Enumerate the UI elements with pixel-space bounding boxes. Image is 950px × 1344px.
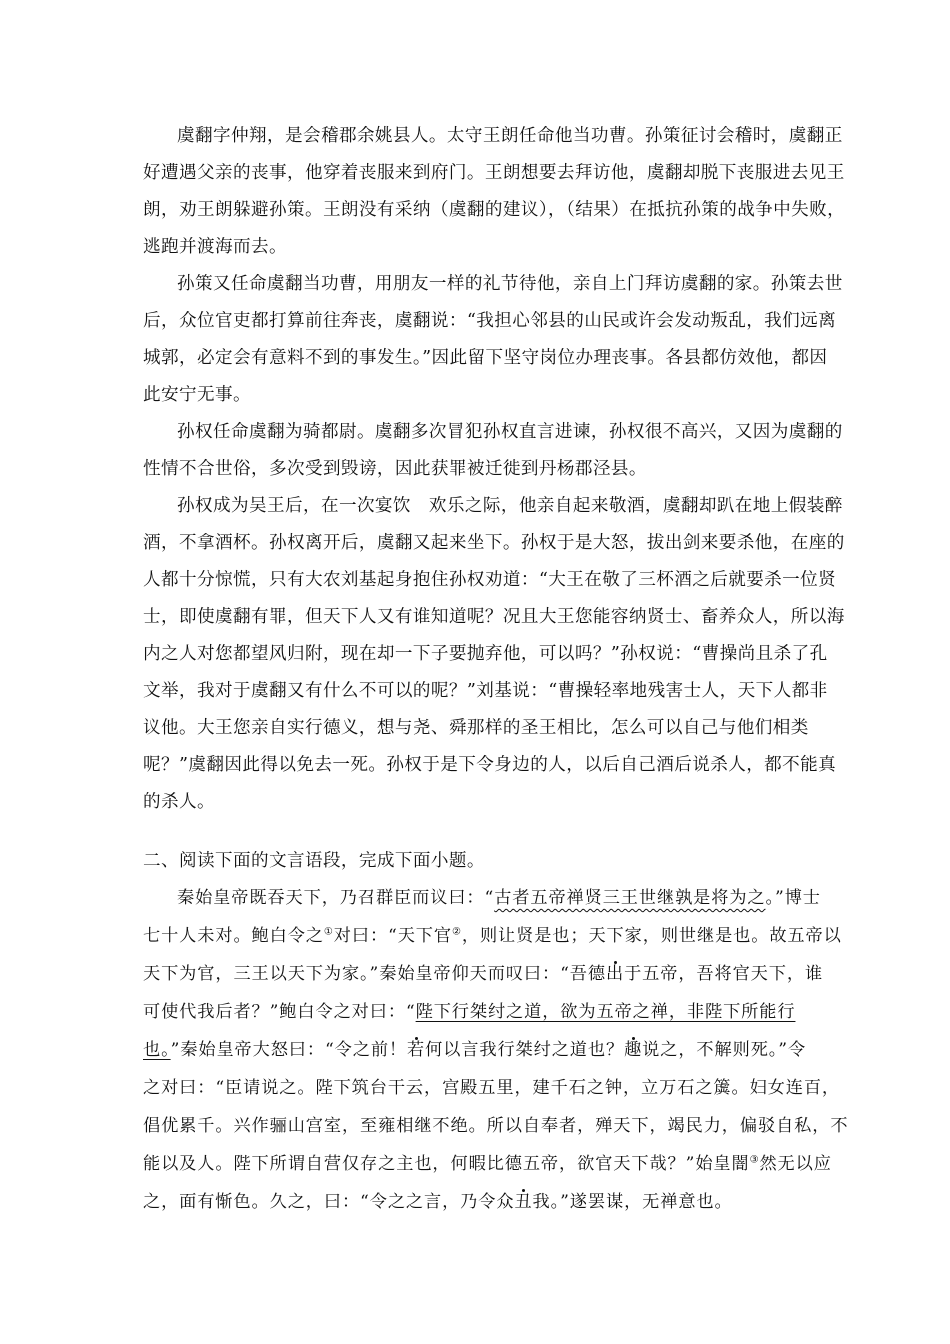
passage-text: 说之，不解则死。”令 <box>642 1040 807 1060</box>
passage-text: 七十人未对。鲍白令之 <box>143 926 324 946</box>
footnote-marker: ② <box>451 926 462 938</box>
dotted-character: 出 <box>605 964 625 984</box>
underlined-sentence: 陛下行桀纣之道，欲为五帝之禅，非陛下所能行 <box>415 1002 796 1022</box>
translation-line: 朗，劝王朗躲避孙策。王朗没有采纳（虞翻的建议），（结果）在抵抗孙策的战争中失败， <box>143 200 846 220</box>
passage-text: 我。”遂罢谋，无禅意也。 <box>532 1192 733 1212</box>
translation-line: 逃跑并渡海而去。 <box>143 237 287 257</box>
translation-line: 孙权任命虞翻为骑都尉。虞翻多次冒犯孙权直言进谏，孙权很不高兴，又因为虞翻的 <box>177 422 843 442</box>
passage-line <box>143 1038 806 1062</box>
translation-line: 好遭遇父亲的丧事，他穿着丧服来到府门。王朗想要去拜访他，虞翻却脱下丧服进去见王 <box>143 163 845 183</box>
passage-line <box>143 962 823 986</box>
translation-line: 内之人对您都望风归附，现在却一下子要抛弃他，可以吗？”孙权说：“曹操尚且杀了孔 <box>143 644 828 664</box>
passage-text: 何以言我行桀纣之道也？ <box>425 1040 625 1060</box>
passage-text: 。”博士 <box>765 888 821 908</box>
translation-line: 孙策又任命虞翻当功曹，用朋友一样的礼节待他，亲自上门拜访虞翻的家。孙策去世 <box>177 274 843 294</box>
translation-line: 城郭，必定会有意料不到的事发生。”因此留下坚守岗位办理丧事。各县都仿效他，都因 <box>143 348 828 368</box>
translation-line: 酒，不拿酒杯。孙权离开后，虞翻又起来坐下。孙权于是大怒，拔出剑来要杀他，在座的 <box>143 533 845 553</box>
translation-line: 议他。大王您亲自实行德义，想与尧、舜那样的圣王相比，怎么可以自己与他们相类 <box>143 718 809 738</box>
dotted-character: 若 <box>407 1040 426 1060</box>
passage-line <box>177 886 821 910</box>
passage-line <box>143 1190 733 1214</box>
passage-line: 之对曰：“臣请说之。陛下筑台干云，宫殿五里，建千石之钟，立万石之簴。妇女连百， <box>143 1078 841 1098</box>
passage-text: 于五帝，吾将官天下，谁 <box>624 964 824 984</box>
passage-text: ，则让贤是也；天下家，则世继是也。故五帝以 <box>461 926 842 946</box>
footnote-marker: ① <box>323 926 334 938</box>
passage-line: 倡优累千。兴作骊山宫室，至雍相继不绝。所以自奉者，殚天下，竭民力，偏驳自私，不 <box>143 1116 849 1136</box>
dotted-character: 丑 <box>514 1192 533 1212</box>
dotted-character: 趣 <box>624 1040 643 1060</box>
translation-line: 士，即使虞翻有罪，但天下人又有谁知道呢？况且大王您能容纳贤士、畜养众人，所以海 <box>143 607 845 627</box>
passage-text: 能以及人。陛下所谓自营仅存之主也，何暇比德五帝，欲官天下哉？”始皇闇 <box>143 1154 750 1174</box>
translation-line: 呢？”虞翻因此得以免去一死。孙权于是下令身边的人，以后自己酒后说杀人，都不能真 <box>143 755 837 775</box>
passage-line <box>143 1000 795 1024</box>
section-heading: 二、阅读下面的文言语段，完成下面小题。 <box>143 851 485 871</box>
translation-line: 后，众位官吏都打算前往奔丧，虞翻说：“我担心邻县的山民或许会发动叛乱，我们远离 <box>143 311 837 331</box>
translation-line: 孙权成为吴王后，在一次宴饮 欢乐之际，他亲自起来敬酒，虞翻却趴在地上假装醉 <box>177 496 843 516</box>
translation-line: 性情不合世俗，多次受到毁谤，因此获罪被迁徙到丹杨郡泾县。 <box>143 459 647 479</box>
translation-line: 此安宁无事。 <box>143 385 251 405</box>
footnote-marker: ③ <box>749 1154 760 1166</box>
underlined-sentence: 也。 <box>143 1040 171 1060</box>
translation-line: 虞翻字仲翔，是会稽郡余姚县人。太守王朗任命他当功曹。孙策征讨会稽时，虞翻正 <box>177 126 843 146</box>
wavy-underlined-sentence: 古者五帝禅贤三王世继孰是将为之 <box>494 888 766 908</box>
passage-text: 秦始皇帝既吞天下，乃召群臣而议曰：“ <box>177 888 495 908</box>
passage-text: 可使代我后者？”鲍白令之对曰：“ <box>143 1002 416 1022</box>
passage-text: 天下为官，三王以天下为家。”秦始皇帝仰天而叹曰：“吾德 <box>143 964 606 984</box>
passage-line <box>143 924 842 948</box>
passage-text: 之，面有惭色。久之，曰：“令之之言，乃令众 <box>143 1192 515 1212</box>
passage-text: 对曰：“天下官 <box>333 926 452 946</box>
translation-line: 文举，我对于虞翻又有什么不可以的呢？”刘基说：“曹操轻率地残害士人，天下人都非 <box>143 681 828 701</box>
translation-line: 人都十分惊慌，只有大农刘基起身抱住孙权劝道：“大王在敬了三杯酒之后就要杀一位贤 <box>143 570 837 590</box>
translation-line: 的杀人。 <box>143 792 215 812</box>
passage-text: ”秦始皇帝大怒曰：“令之前！ <box>170 1040 408 1060</box>
passage-text: 然无以应 <box>759 1154 832 1174</box>
passage-line <box>143 1152 832 1176</box>
